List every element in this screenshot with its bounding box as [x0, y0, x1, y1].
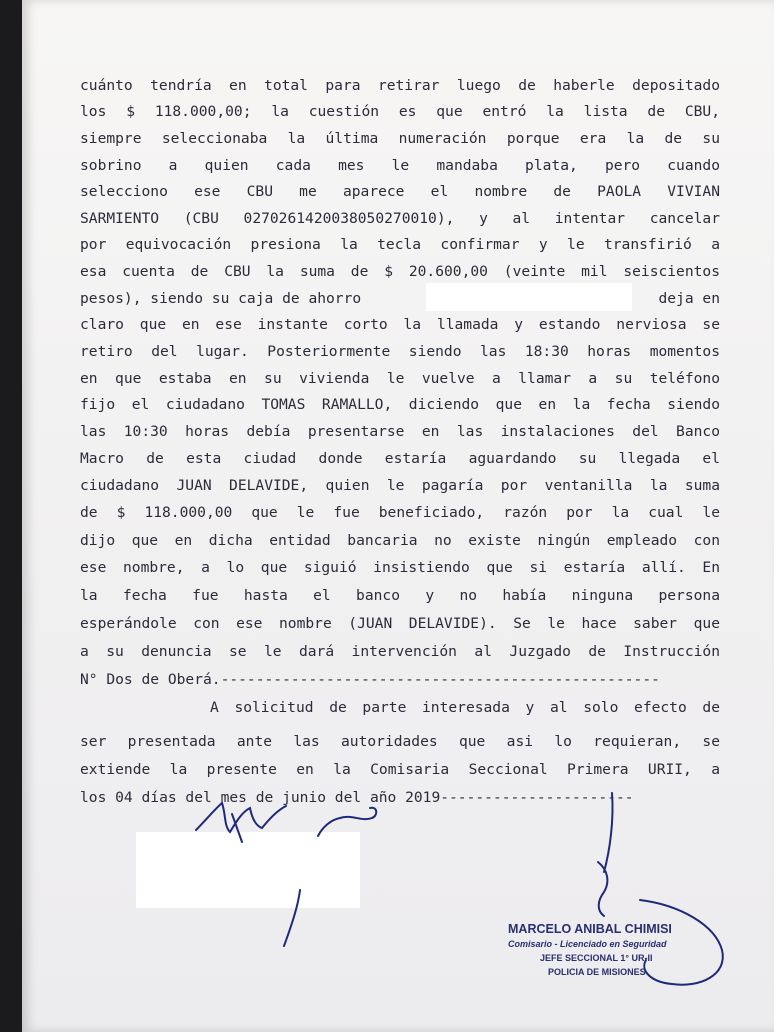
text-line: en que estaba en su vivienda le vuelve a llamar a su teléfono — [80, 370, 720, 387]
text-line: a su denuncia se le dará intervención al Juzgado de Instrucción — [80, 643, 720, 660]
redaction-box — [426, 283, 632, 311]
text-line: SARMIENTO (CBU 0270261420038050270010), y al intentar cancelar — [80, 210, 720, 227]
text-line: ciudadano JUAN DELAVIDE, quien le pagaría por ventanilla la suma — [80, 477, 720, 494]
text-line: retiro del lugar. Posteriormente siendo las 18:30 horas momentos — [80, 343, 720, 360]
text-line: extiende la presente en la Comisaria Seccional Primera URII, a — [80, 761, 720, 778]
stamp-agency: POLICIA DE MISIONES — [548, 967, 646, 977]
text-line: las 10:30 horas debía presentarse en las instalaciones del Banco — [80, 423, 720, 440]
text-line: siempre seleccionaba la última numeración porque era la de su — [80, 130, 720, 147]
text-line: N° Dos de Oberá.-------------------------------------------------- — [80, 671, 660, 688]
text-segment: deja en — [658, 290, 720, 307]
redaction-box — [136, 832, 360, 908]
text-line: fijo el ciudadano TOMAS RAMALLO, diciendo que en la fecha siendo — [80, 396, 720, 413]
text-line: de $ 118.000,00 que le fue beneficiado, razón por la cual le — [80, 504, 720, 521]
text-line: los 04 días del mes de junio del año 2019---------------------- — [80, 789, 634, 806]
text-line: ese nombre, a lo que siguió insistiendo que si estaría allí. En — [80, 559, 720, 576]
text-line: cuánto tendría en total para retirar luego de haberle depositado — [80, 77, 720, 94]
text-segment: pesos), siendo su caja de ahorro — [80, 290, 362, 307]
text-line: claro que en ese instante corto la llamada y estando nerviosa se — [80, 316, 720, 333]
text-line: dijo que en dicha entidad bancaria no existe ningún empleado con — [80, 532, 720, 549]
stamp-office: JEFE SECCIONAL 1° UR-II — [540, 953, 653, 963]
stamp-title: Comisario - Licenciado en Seguridad — [508, 939, 667, 949]
text-line-indented: A solicitud de parte interesada y al solo efecto de — [210, 699, 720, 716]
text-line: Macro de esta ciudad donde estaría aguardando su llegada el — [80, 450, 720, 467]
text-line: selecciono ese CBU me aparece el nombre de PAOLA VIVIAN — [80, 183, 720, 200]
text-line: ser presentada ante las autoridades que asi lo requieran, se — [80, 733, 720, 750]
text-line: la fecha fue hasta el banco y no había ninguna persona — [80, 587, 720, 604]
text-line: sobrino a quien cada mes le mandaba plata, pero cuando — [80, 157, 720, 174]
text-line: esperándole con ese nombre (JUAN DELAVIDE). Se le hace saber que — [80, 615, 720, 632]
text-line: esa cuenta de CBU la suma de $ 20.600,00 (veinte mil seiscientos — [80, 263, 720, 280]
stamp-name: MARCELO ANIBAL CHIMISI — [508, 922, 672, 936]
text-line: los $ 118.000,00; la cuestión es que entró la lista de CBU, — [80, 103, 720, 120]
text-line: por equivocación presiona la tecla confirmar y le transfirió a — [80, 236, 720, 253]
